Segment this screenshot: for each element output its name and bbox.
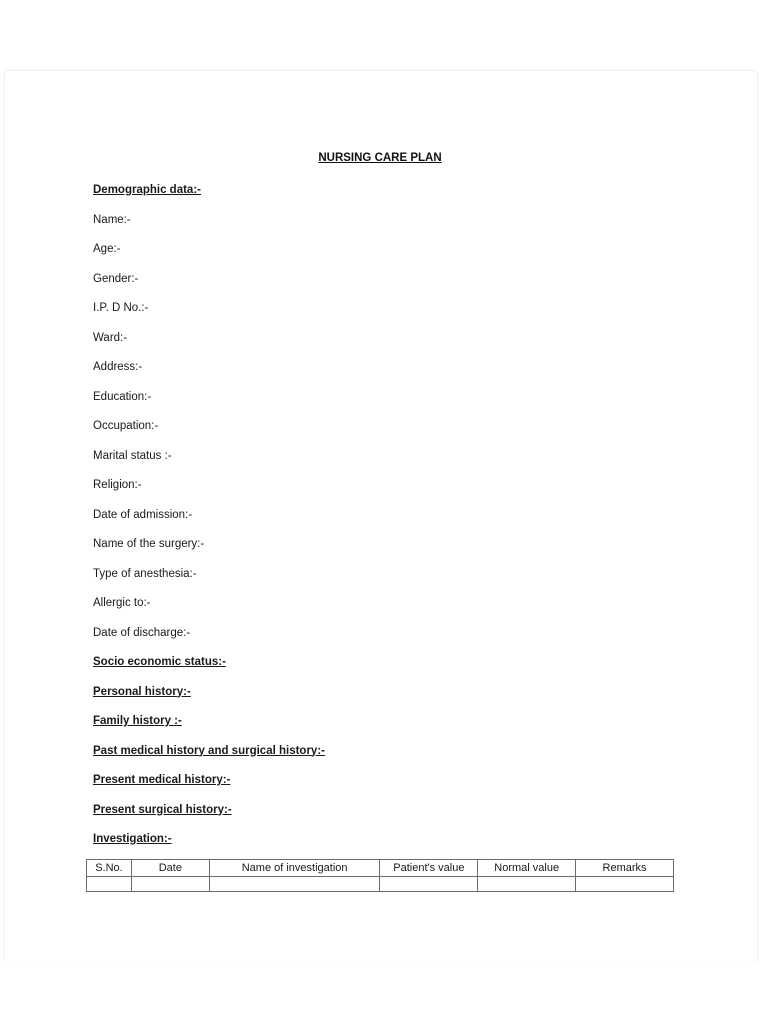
heading-past-medical-surgical-history: Past medical history and surgical history:- bbox=[93, 744, 325, 757]
table-cell bbox=[131, 877, 209, 892]
field-marital-status: Marital status :- bbox=[93, 449, 172, 462]
form-fields bbox=[93, 182, 325, 861]
document-title: NURSING CARE PLAN bbox=[318, 152, 442, 164]
table-cell bbox=[380, 877, 478, 892]
table-cell bbox=[209, 877, 380, 892]
heading-personal-history: Personal history:- bbox=[93, 685, 191, 698]
field-address: Address:- bbox=[93, 361, 143, 373]
heading-socio-economic-status: Socio economic status:- bbox=[93, 656, 226, 668]
field-occupation: Occupation:- bbox=[93, 420, 159, 432]
heading-family-history: Family history :- bbox=[93, 715, 182, 727]
field-ward: Ward:- bbox=[93, 331, 128, 344]
field-gender: Gender:- bbox=[93, 272, 139, 285]
field-name-of-surgery: Name of the surgery:- bbox=[93, 538, 205, 550]
table-row bbox=[87, 877, 674, 892]
field-allergic-to: Allergic to:- bbox=[93, 597, 151, 609]
table-cell bbox=[478, 877, 576, 892]
table-header-row bbox=[87, 860, 674, 877]
field-type-of-anesthesia: Type of anesthesia:- bbox=[93, 567, 197, 580]
heading-present-medical-history: Present medical history:- bbox=[93, 774, 231, 786]
column-header-patients-value: Patient's value bbox=[380, 860, 478, 877]
field-education: Education:- bbox=[93, 390, 152, 403]
heading-investigation: Investigation:- bbox=[93, 833, 172, 845]
field-religion: Religion:- bbox=[93, 479, 142, 491]
column-header-remarks: Remarks bbox=[576, 860, 674, 877]
field-ipd-no: I.P. D No.:- bbox=[93, 302, 149, 314]
column-header-sno: S.No. bbox=[87, 860, 132, 877]
column-header-name-of-investigation: Name of investigation bbox=[209, 860, 380, 877]
field-date-of-discharge: Date of discharge:- bbox=[93, 626, 191, 639]
investigation-table bbox=[86, 859, 674, 892]
column-header-date: Date bbox=[131, 860, 209, 877]
field-name: Name:- bbox=[93, 213, 131, 226]
field-age: Age:- bbox=[93, 243, 121, 255]
demographic-heading: Demographic data:- bbox=[93, 184, 201, 196]
field-date-of-admission: Date of admission:- bbox=[93, 508, 193, 521]
table-cell bbox=[87, 877, 132, 892]
table-cell bbox=[576, 877, 674, 892]
heading-present-surgical-history: Present surgical history:- bbox=[93, 803, 232, 816]
column-header-normal-value: Normal value bbox=[478, 860, 576, 877]
